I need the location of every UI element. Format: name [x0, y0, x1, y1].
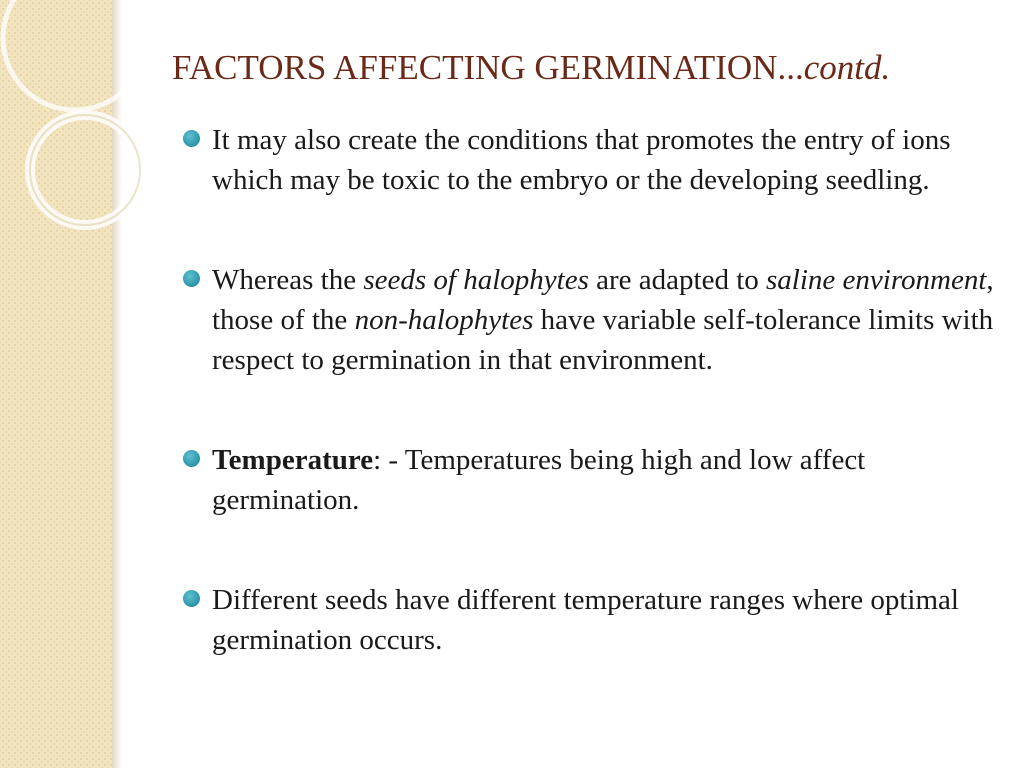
bullet-text-part: are adapted to	[588, 264, 767, 296]
bullet-bold-term: Temperature	[212, 444, 374, 476]
slide-title	[172, 48, 1012, 88]
bullet-list	[180, 120, 1000, 660]
decorative-circles	[0, 0, 160, 300]
bullet-dot-icon	[183, 450, 200, 467]
decor-circle-large	[3, 0, 147, 110]
bullet-italic-term: saline environment	[766, 264, 987, 296]
decor-circle-outline	[30, 115, 140, 225]
bullet-dot-icon	[183, 130, 200, 147]
bullet-item	[180, 120, 1000, 200]
bullet-text-part: Whereas the	[212, 264, 364, 296]
bullet-italic-term: seeds of halophytes	[363, 264, 589, 296]
bullet-text-part: have variable self-tolerance limits with respect to germination in that environment.	[212, 304, 994, 376]
title-main: FACTORS AFFECTING GERMINATION...	[172, 48, 804, 87]
bullet-text-part: , those of the	[212, 264, 994, 336]
bullet-item	[180, 260, 1000, 380]
bullet-dot-icon	[183, 270, 200, 287]
title-contd: contd.	[803, 48, 891, 87]
bullet-text-part: : - Temperatures being high and low affect germination.	[212, 444, 866, 516]
bullet-item	[180, 580, 1000, 660]
bullet-italic-term: non-halophytes	[354, 304, 534, 336]
bullet-text: It may also create the conditions that promotes the entry of ions which may be toxic to the embryo or the developing seedling.	[212, 124, 951, 196]
bullet-text: Different seeds have different temperature ranges where optimal germination occurs.	[212, 584, 959, 656]
bullet-item	[180, 440, 1000, 520]
bullet-dot-icon	[183, 590, 200, 607]
